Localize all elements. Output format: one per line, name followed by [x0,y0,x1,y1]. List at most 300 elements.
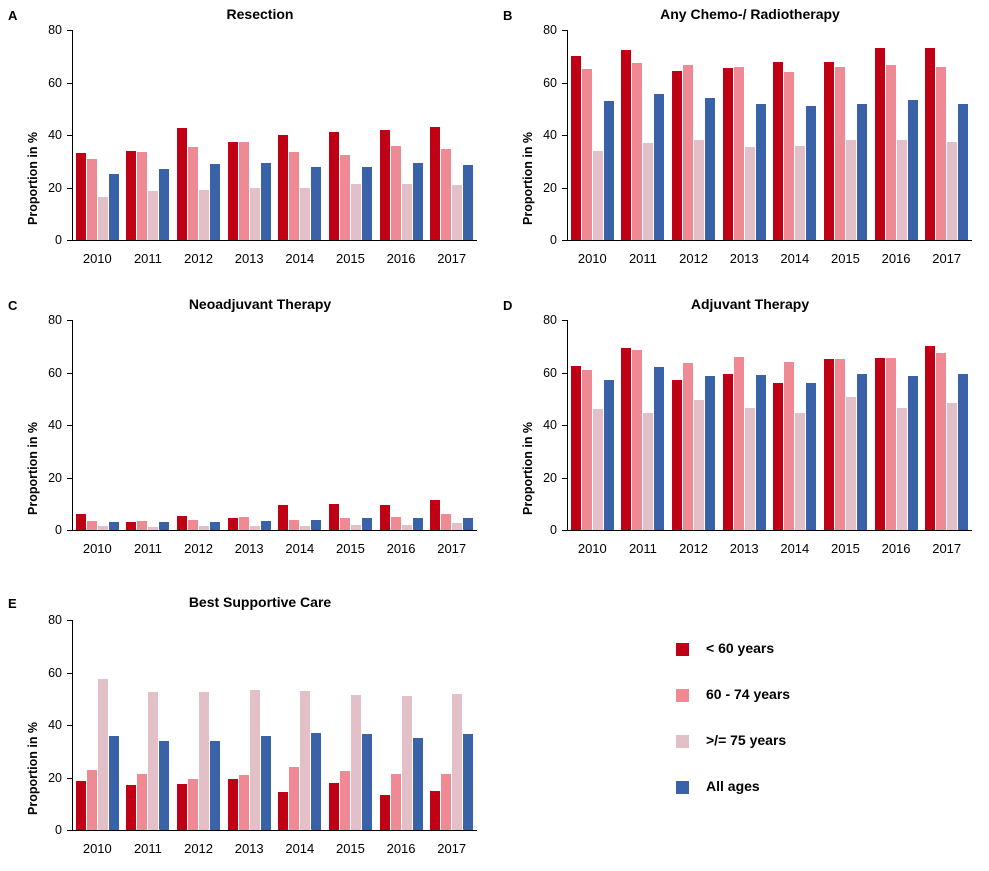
bar [773,383,783,530]
bar [846,397,856,530]
bar-group [426,620,477,830]
bar-group [275,620,326,830]
x-tick-label: 2014 [285,251,315,266]
bar-group [567,30,618,240]
bar [300,691,310,830]
bar [148,692,158,830]
x-axis-line [567,240,972,241]
panel-title-any-chemo-radiotherapy: Any Chemo-/ Radiotherapy [660,6,840,22]
bar [936,67,946,240]
bar [824,62,834,241]
bar [756,104,766,241]
x-tick-label: 2012 [679,541,709,556]
bar [413,163,423,240]
bar [109,522,119,530]
x-tick-label: 2010 [577,251,607,266]
bar [958,374,968,530]
x-tick-label: 2015 [335,541,365,556]
bar [734,67,744,240]
bar [278,135,288,240]
bar-group [871,320,922,530]
x-tick-label: 2016 [386,841,416,856]
bar [593,409,603,530]
x-tick-label: 2016 [881,251,911,266]
y-tick-label: 0 [55,233,62,247]
bar [159,169,169,240]
bar [148,527,158,530]
bar [947,142,957,240]
bar [126,151,136,240]
x-tick-label: 2017 [437,541,467,556]
bar [806,106,816,240]
bar [177,128,187,240]
bar [261,163,271,240]
bar [380,795,390,830]
bar-group [173,320,224,530]
bar-group [123,30,174,240]
x-tick-label: 2017 [437,841,467,856]
bar-group [173,620,224,830]
bar-group [325,320,376,530]
bar [148,191,158,240]
x-tick-label: 2010 [82,251,112,266]
y-axis-label-b: Proportion in % [521,131,535,225]
panel-title-neoadjuvant-therapy: Neoadjuvant Therapy [188,296,332,312]
x-tick-label: 2011 [628,541,657,556]
x-tick-label: 2012 [679,251,709,266]
bar [98,679,108,830]
bar [362,734,372,830]
legend-label-all-ages: All ages [706,778,760,794]
plot-area-a [48,23,477,266]
plot-area-d [543,313,972,556]
y-tick-label: 80 [543,313,557,327]
bar-group [275,30,326,240]
bar [87,159,97,240]
bar [159,522,169,530]
y-tick-label: 80 [48,23,62,37]
y-tick-mark [562,530,567,531]
bar [402,184,412,240]
bar [402,696,412,830]
bar [846,140,856,240]
bar [694,140,704,240]
y-axis-label-a: Proportion in % [26,131,40,225]
bar [413,738,423,830]
bar [756,375,766,530]
y-tick-label: 0 [55,823,62,837]
panel-any-chemo-radiotherapy [495,0,989,290]
bar [340,155,350,240]
x-tick-label: 2011 [133,541,162,556]
bar [643,413,653,530]
bar [632,350,642,530]
bar [278,505,288,530]
x-tick-label: 2010 [82,541,112,556]
y-tick-label: 60 [48,365,62,380]
y-tick-label: 0 [550,523,557,537]
x-axis-line [72,240,477,241]
bar [109,174,119,240]
plot-area-e [48,613,477,856]
bar [745,147,755,240]
x-tick-label: 2015 [830,251,860,266]
x-tick-label: 2012 [184,541,214,556]
bar [947,403,957,530]
bar-group [668,30,719,240]
bar [329,132,339,240]
panel-title-resection: Resection [226,6,294,22]
bar [723,374,733,530]
x-axis-line [72,530,477,531]
y-tick-label: 20 [543,180,557,195]
bar [875,358,885,530]
bar [925,346,935,530]
y-tick-label: 80 [48,313,62,327]
bar [621,50,631,240]
y-tick-label: 20 [48,470,62,485]
bar [362,167,372,241]
bar [958,104,968,241]
bar [571,366,581,530]
bar [210,164,220,240]
x-tick-label: 2013 [729,541,759,556]
bar [723,68,733,240]
legend-swatch-under-60 [676,643,689,656]
y-tick-label: 40 [48,418,62,432]
bar [897,140,907,240]
bar [228,142,238,240]
bar [886,358,896,530]
y-tick-mark [67,240,72,241]
y-tick-mark [562,240,567,241]
y-tick-label: 0 [550,233,557,247]
bar [452,523,462,530]
bar-group [871,30,922,240]
y-axis-label-e: Proportion in % [26,721,40,815]
x-tick-label: 2015 [830,541,860,556]
legend-item-60-74 [676,686,936,732]
y-tick-label: 60 [543,75,557,90]
bar [441,774,451,830]
bar [351,184,361,240]
panel-neoadjuvant-therapy [0,290,494,580]
bar [705,98,715,240]
x-tick-label: 2015 [335,841,365,856]
x-tick-label: 2012 [184,251,214,266]
bar [452,185,462,240]
bar [340,518,350,530]
bar [430,791,440,830]
panel-letter-b: B [503,8,513,23]
y-tick-label: 40 [48,128,62,142]
bar [188,147,198,240]
bar-group [719,30,770,240]
bar-group [426,30,477,240]
bar [351,525,361,530]
panel-letter-d: D [503,298,513,313]
x-tick-label: 2013 [234,251,264,266]
bar [391,774,401,830]
x-tick-label: 2017 [932,541,962,556]
legend-swatch-75-plus [676,735,689,748]
panel-letter-c: C [8,298,18,313]
panel-resection [0,0,494,290]
bar [452,694,462,831]
bar-group [770,30,821,240]
bar-group [72,620,123,830]
bar [784,362,794,530]
bar-group [770,320,821,530]
bar [177,516,187,530]
bar [98,526,108,530]
bar [76,514,86,530]
bar [857,374,867,530]
bar [463,518,473,530]
y-axis-label-d: Proportion in % [521,421,535,515]
x-tick-label: 2013 [729,251,759,266]
y-tick-label: 20 [48,180,62,195]
x-tick-label: 2013 [234,541,264,556]
bar [908,100,918,240]
bar-group [921,320,972,530]
bar [210,522,220,530]
bar [402,525,412,530]
bar [362,518,372,530]
bar [98,197,108,240]
plot-area-c [48,313,477,556]
bar [210,741,220,830]
x-tick-label: 2015 [335,251,365,266]
bar [289,152,299,240]
bar [773,62,783,241]
bar [380,505,390,530]
bar [126,785,136,830]
bar-group [921,30,972,240]
y-tick-mark [67,530,72,531]
bar [795,413,805,530]
x-tick-label: 2014 [780,541,810,556]
panel-best-supportive-care [0,580,494,870]
bar [604,101,614,240]
panel-title-best-supportive-care: Best Supportive Care [188,594,332,610]
bar [734,357,744,530]
bar-group [426,320,477,530]
bar [250,526,260,530]
bar [188,520,198,531]
bar [188,779,198,830]
y-tick-label: 40 [48,718,62,732]
bar [430,500,440,530]
x-tick-label: 2011 [133,251,162,266]
bar [109,736,119,831]
bar-group [376,30,427,240]
bar-group [72,30,123,240]
bar-group [376,320,427,530]
bar [835,67,845,240]
bar [311,733,321,830]
y-tick-label: 20 [48,770,62,785]
panel-title-adjuvant-therapy: Adjuvant Therapy [690,296,810,312]
legend-item-under-60 [676,640,936,686]
bar [654,367,664,530]
bar [239,517,249,530]
bar [137,774,147,830]
bar [137,521,147,530]
y-tick-label: 40 [543,128,557,142]
bar [784,72,794,240]
bar [604,380,614,530]
y-tick-label: 80 [48,613,62,627]
legend-label-60-74: 60 - 74 years [706,686,791,702]
bar [745,408,755,530]
x-tick-label: 2012 [184,841,214,856]
bar [672,380,682,530]
bar [177,784,187,830]
bar [87,770,97,830]
y-tick-label: 60 [543,365,557,380]
bar [380,130,390,240]
bar [300,188,310,241]
x-tick-label: 2017 [437,251,467,266]
bar [261,521,271,530]
bar [795,146,805,241]
bar [228,518,238,530]
x-tick-label: 2016 [386,541,416,556]
bar [705,376,715,530]
bar [593,151,603,240]
x-axis-line [567,530,972,531]
bar [300,526,310,530]
bar [835,359,845,530]
bar [278,792,288,830]
legend-item-all-ages [676,778,936,824]
bar [806,383,816,530]
bar [413,518,423,530]
x-tick-label: 2011 [133,841,162,856]
bar-group [123,620,174,830]
bar-group [224,30,275,240]
bar-group [820,320,871,530]
bar [654,94,664,240]
x-tick-label: 2013 [234,841,264,856]
bar-group [376,620,427,830]
bar [571,56,581,240]
y-tick-label: 0 [55,523,62,537]
bar-group [719,320,770,530]
plot-area-b [543,23,972,266]
bar-group [820,30,871,240]
panel-letter-a: A [8,8,18,23]
y-tick-label: 60 [48,75,62,90]
bar [340,771,350,830]
x-tick-label: 2010 [577,541,607,556]
bar [391,517,401,530]
bar [199,692,209,830]
bar-group [224,320,275,530]
x-tick-label: 2014 [285,541,315,556]
bar-group [618,320,669,530]
bar [239,142,249,240]
bar [311,167,321,241]
bar [643,143,653,240]
bar [250,188,260,241]
y-tick-label: 80 [543,23,557,37]
bar [228,779,238,830]
bar [441,514,451,530]
bar-group [123,320,174,530]
panel-letter-e: E [8,596,17,611]
bar [683,363,693,530]
legend-label-75-plus: >/= 75 years [706,732,787,748]
bar [824,359,834,530]
bar [672,71,682,240]
x-axis-line [72,830,477,831]
bar-group [224,620,275,830]
bar [857,104,867,241]
bar [897,408,907,530]
bar [261,736,271,831]
y-tick-label: 20 [543,470,557,485]
x-tick-label: 2014 [780,251,810,266]
bar [329,504,339,530]
bar [329,783,339,830]
x-tick-label: 2016 [386,251,416,266]
bar [683,65,693,240]
legend-item-75-plus [676,732,936,778]
bar-group [72,320,123,530]
x-tick-label: 2010 [82,841,112,856]
bar [441,149,451,240]
bar-group [618,30,669,240]
bar-group [275,320,326,530]
x-tick-label: 2016 [881,541,911,556]
panel-adjuvant-therapy [495,290,989,580]
bar [289,520,299,531]
y-tick-label: 40 [543,418,557,432]
bar [76,781,86,830]
bar [391,146,401,241]
bar [126,522,136,530]
y-tick-label: 60 [48,665,62,680]
x-tick-label: 2014 [285,841,315,856]
bar [199,190,209,240]
bar [311,520,321,531]
legend-label-under-60: < 60 years [706,640,775,656]
bar-group [325,620,376,830]
bar [250,690,260,830]
bar [463,165,473,240]
bar [875,48,885,240]
legend-swatch-all-ages [676,781,689,794]
bar [582,370,592,530]
x-tick-label: 2011 [628,251,657,266]
bar [137,152,147,240]
bar [87,521,97,530]
y-axis-label-c: Proportion in % [26,421,40,515]
legend [676,640,936,824]
bar [621,348,631,530]
bar [351,695,361,830]
bar [908,376,918,530]
bar [463,734,473,830]
bar [159,741,169,830]
bar [76,153,86,240]
bar [430,127,440,240]
bar-group [567,320,618,530]
bar-group [173,30,224,240]
y-tick-mark [67,830,72,831]
